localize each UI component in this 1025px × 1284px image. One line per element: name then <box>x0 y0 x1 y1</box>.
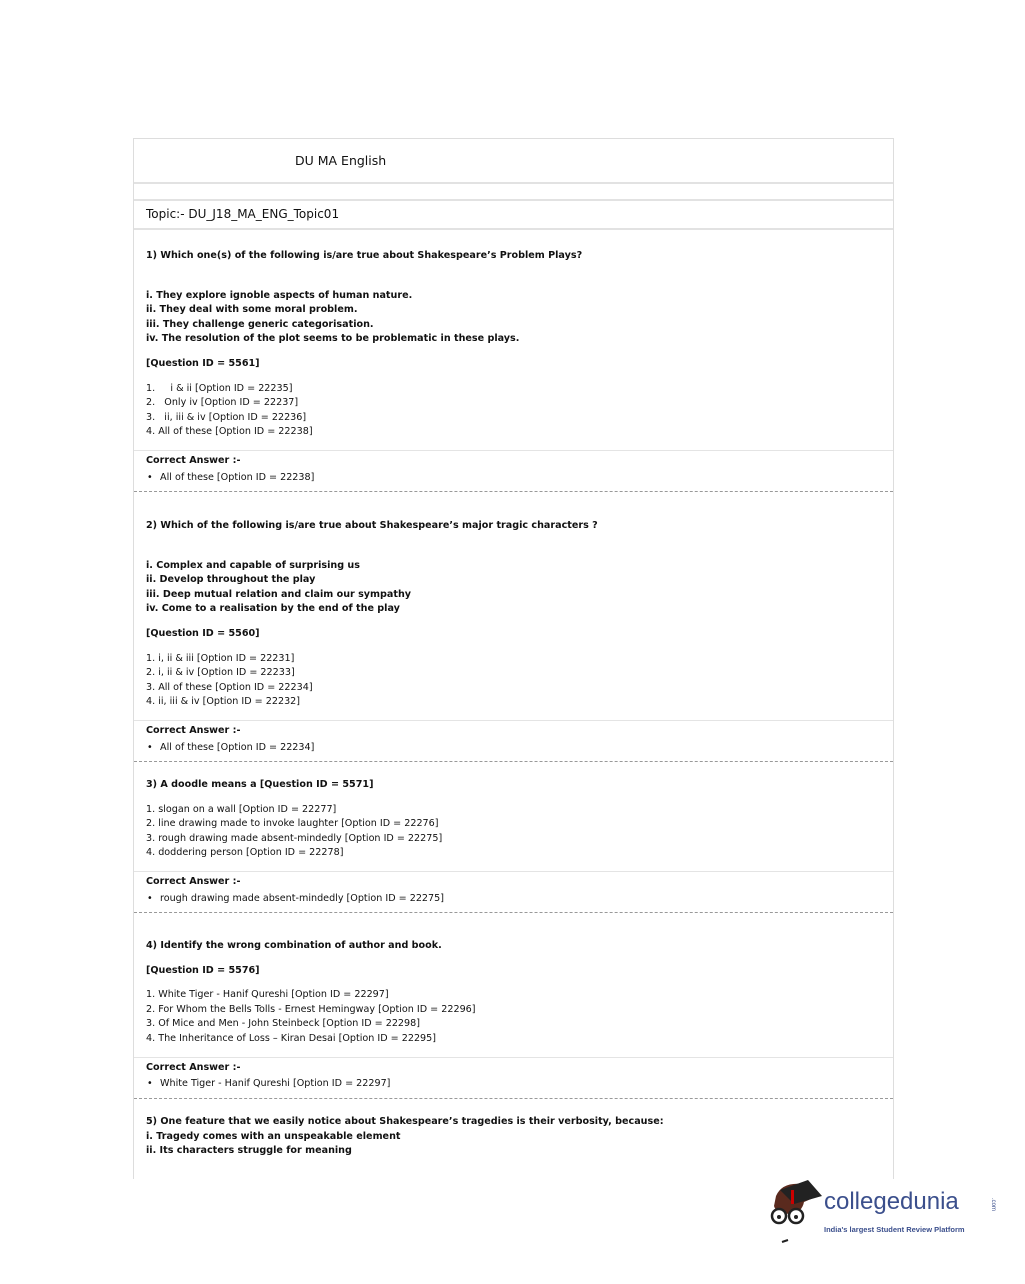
question-title: 3) A doodle means a [Question ID = 5571] <box>146 779 374 790</box>
statements <box>146 1130 893 1159</box>
logo-tagline: India's largest Student Review Platform <box>824 1225 965 1234</box>
correct-answer <box>134 454 893 485</box>
bullet-icon: • <box>147 471 153 483</box>
options-list <box>146 803 893 861</box>
statement: iii. They challenge generic categorisation. <box>146 318 374 330</box>
question-block <box>134 939 893 1099</box>
correct-answer-row <box>146 741 893 756</box>
question-body <box>134 939 893 1047</box>
logo-name: collegedunia <box>824 1188 959 1215</box>
correct-answer <box>134 1061 893 1092</box>
divider <box>134 871 893 872</box>
statements <box>146 289 893 347</box>
topic-label: Topic:- DU_J18_MA_ENG_Topic01 <box>146 207 340 221</box>
correct-answer-label: Correct Answer :- <box>146 1061 241 1073</box>
divider <box>134 450 893 451</box>
correct-answer-text: White Tiger - Hanif Qureshi [Option ID = 22297] <box>160 1078 391 1090</box>
question-paper <box>133 138 894 1179</box>
paper-header <box>134 139 893 184</box>
logo-com: .com <box>990 1198 996 1212</box>
question-id: [Question ID = 5561] <box>146 357 260 369</box>
statement: i. They explore ignoble aspects of human nature. <box>146 289 413 301</box>
question-id: [Question ID = 5560] <box>146 627 260 639</box>
option: 3. Of Mice and Men - John Steinbeck [Option ID = 22298] <box>146 1018 420 1030</box>
question-title: 2) Which of the following is/are true about Shakespeare’s major tragic characters ? <box>146 520 598 531</box>
paper-title: DU MA English <box>295 153 387 168</box>
option: 4. All of these [Option ID = 22238] <box>146 426 313 438</box>
statement: ii. They deal with some moral problem. <box>146 304 358 316</box>
mascot-icon <box>762 1176 822 1246</box>
statements <box>146 559 893 617</box>
question-body <box>134 249 893 440</box>
dashed-separator <box>134 761 893 762</box>
bullet-icon: • <box>147 741 153 753</box>
correct-answer-label: Correct Answer :- <box>146 875 241 887</box>
options-list <box>146 382 893 440</box>
statement: ii. Develop throughout the play <box>146 574 316 586</box>
option: 3. ii, iii & iv [Option ID = 22236] <box>146 411 307 423</box>
dashed-separator <box>134 1098 893 1099</box>
correct-answer <box>134 875 893 906</box>
divider <box>134 720 893 721</box>
collegedunia-logo <box>762 1176 1012 1246</box>
option: 2. line drawing made to invoke laughter [Option ID = 22276] <box>146 818 439 830</box>
correct-answer <box>134 724 893 755</box>
statement: i. Complex and capable of surprising us <box>146 559 360 571</box>
option: 4. The Inheritance of Loss – Kiran Desai [Option ID = 22295] <box>146 1032 437 1044</box>
option: 1. i & ii [Option ID = 22235] <box>146 382 293 394</box>
option: 2. i, ii & iv [Option ID = 22233] <box>146 667 295 679</box>
question-body <box>134 519 893 710</box>
question-block <box>134 519 893 762</box>
correct-answer-row <box>146 1077 893 1092</box>
correct-answer-row <box>146 892 893 907</box>
correct-answer-text: All of these [Option ID = 22238] <box>160 471 315 483</box>
question-block <box>134 778 893 913</box>
statement: iii. Deep mutual relation and claim our sympathy <box>146 588 412 600</box>
bullet-icon: • <box>147 1078 153 1090</box>
question-id: [Question ID = 5576] <box>146 964 260 976</box>
question-title: 1) Which one(s) of the following is/are true about Shakespeare’s Problem Plays? <box>146 250 583 261</box>
correct-answer-row <box>146 471 893 486</box>
correct-answer-text: All of these [Option ID = 22234] <box>160 741 315 753</box>
correct-answer-label: Correct Answer :- <box>146 724 241 736</box>
question-block <box>134 1115 893 1159</box>
question-body <box>134 778 893 861</box>
options-list <box>146 652 893 710</box>
option: 1. White Tiger - Hanif Qureshi [Option ID = 22297] <box>146 989 389 1001</box>
option: 2. For Whom the Bells Tolls - Ernest Hemingway [Option ID = 22296] <box>146 1003 476 1015</box>
statement: i. Tragedy comes with an unspeakable element <box>146 1130 401 1142</box>
option: 3. rough drawing made absent-mindedly [Option ID = 22275] <box>146 832 443 844</box>
option: 2. Only iv [Option ID = 22237] <box>146 397 299 409</box>
correct-answer-text: rough drawing made absent-mindedly [Option ID = 22275] <box>160 892 444 904</box>
options-list <box>146 988 893 1046</box>
statement: iv. Come to a realisation by the end of the play <box>146 603 400 615</box>
statement: ii. Its characters struggle for meaning <box>146 1145 352 1157</box>
question-title: 4) Identify the wrong combination of author and book. <box>146 940 442 951</box>
correct-answer-label: Correct Answer :- <box>146 454 241 466</box>
question-body <box>134 1115 893 1159</box>
option: 3. All of these [Option ID = 22234] <box>146 681 313 693</box>
question-title: 5) One feature that we easily notice about Shakespeare’s tragedies is their verbosity, because: <box>146 1116 664 1127</box>
dashed-separator <box>134 912 893 913</box>
option: 1. i, ii & iii [Option ID = 22231] <box>146 652 295 664</box>
bullet-icon: • <box>147 892 153 904</box>
option: 1. slogan on a wall [Option ID = 22277] <box>146 803 337 815</box>
topic-row <box>134 199 893 230</box>
option: 4. doddering person [Option ID = 22278] <box>146 847 344 859</box>
statement: iv. The resolution of the plot seems to be problematic in these plays. <box>146 333 520 345</box>
question-block <box>134 249 893 492</box>
divider <box>134 1057 893 1058</box>
option: 4. ii, iii & iv [Option ID = 22232] <box>146 696 301 708</box>
dashed-separator <box>134 491 893 492</box>
